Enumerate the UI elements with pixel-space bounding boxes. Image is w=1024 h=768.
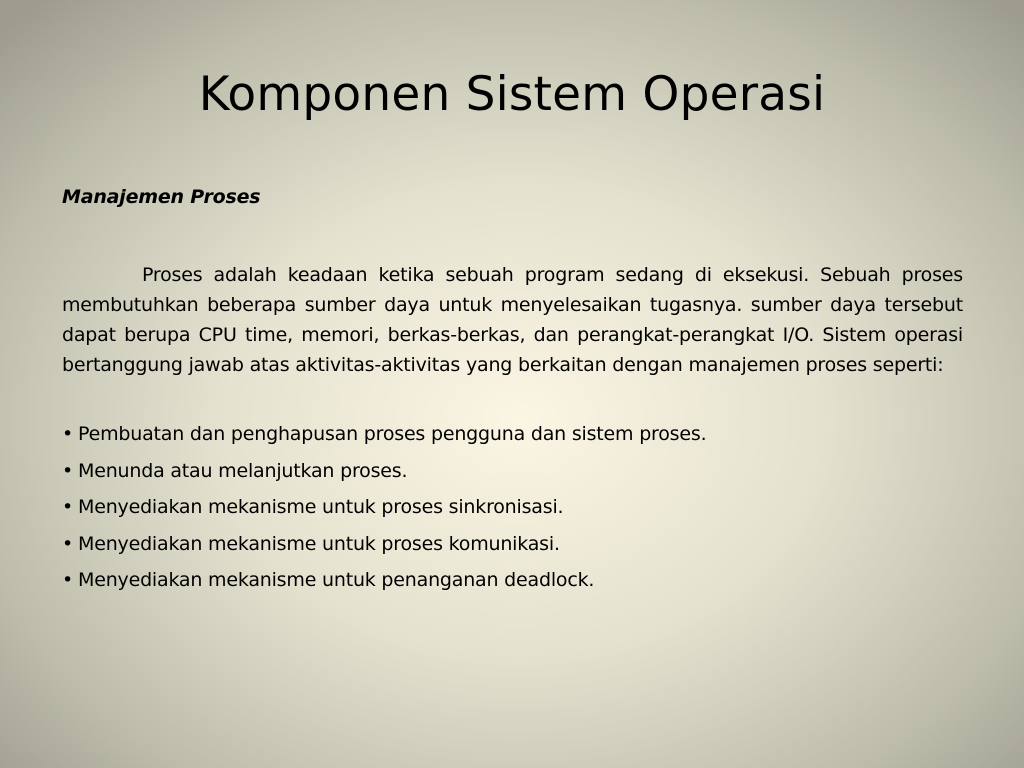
bullet-item xyxy=(62,416,963,453)
body-paragraph: Proses adalah keadaan ketika sebuah program sedang di eksekusi. Sebuah proses membutuhkan beberapa sumber daya untuk menyelesaikan tugasnya. sumber daya tersebut dapat berupa CPU time, memori, berkas-berkas, dan perangkat-perangkat I/O. Sistem operasi bertanggung jawab atas aktivitas-aktivitas yang berkaitan dengan manajemen proses seperti: xyxy=(62,264,963,376)
bullet-item xyxy=(62,562,963,599)
bullet-item xyxy=(62,453,963,490)
bullet-text: Menyediakan mekanisme untuk penanganan deadlock. xyxy=(78,569,595,591)
bullet-icon: • xyxy=(62,459,74,482)
bullet-icon: • xyxy=(62,423,74,445)
bullet-list xyxy=(62,416,963,599)
bullet-text: Menunda atau melanjutkan proses. xyxy=(78,459,408,482)
bullet-text: Menyediakan mekanisme untuk proses komunikasi. xyxy=(78,532,560,555)
bullet-text: Menyediakan mekanisme untuk proses sinkronisasi. xyxy=(78,496,564,518)
bullet-icon: • xyxy=(62,532,74,555)
bullet-item xyxy=(62,526,963,563)
slide-title: Komponen Sistem Operasi xyxy=(198,67,826,122)
bullet-text: Pembuatan dan penghapusan proses pengguna dan sistem proses. xyxy=(78,423,707,445)
bullet-icon: • xyxy=(62,569,74,591)
slide-content xyxy=(62,182,963,599)
bullet-icon: • xyxy=(62,496,74,518)
bullet-item xyxy=(62,489,963,526)
section-subheading: Manajemen Proses xyxy=(62,186,261,208)
